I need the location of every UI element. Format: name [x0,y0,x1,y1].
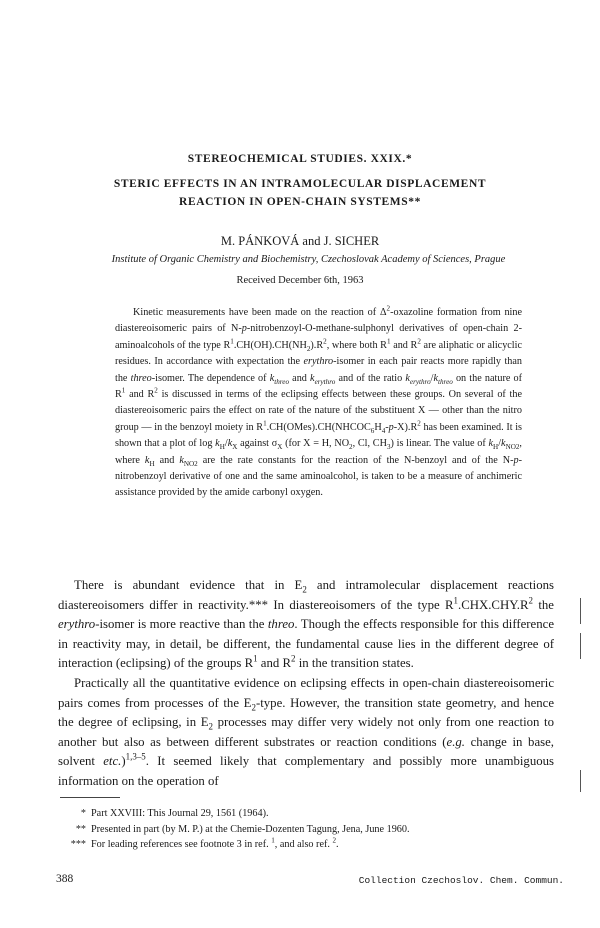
body-sub: 2 [251,702,256,713]
abstract-text: -isomer. The dependence of [151,372,270,384]
footnote-mark: *** [70,839,86,851]
body-span: Practically all the quantitative evidence on eclipsing effects in open-chain diastereoisomeric pairs comes from processes of the E [58,675,554,710]
abstract-text: / [224,438,228,450]
abstract-text: , where both R [326,339,387,351]
margin-rule [580,633,581,659]
body-italic: erythro [58,617,96,632]
abstract-text: / [430,372,434,384]
abstract-text: on the nature of R [115,372,522,401]
abstract-italic: k [227,438,233,450]
body-paragraph-1 [58,576,554,674]
abstract-sup: 2 [417,419,421,428]
abstract-text: .CH(OMes).CH(NHCOC [266,421,371,433]
abstract-text: and R [390,339,418,351]
footnote-mark: * [80,808,86,819]
abstract-italic: p [388,421,394,433]
abstract-italic: k [179,454,184,466]
abstract-sub: erythro [409,377,431,386]
body-span: in the transition states. [295,656,414,671]
abstract-italic: k [144,454,150,466]
footnote-text: Presented in part (by M. P.) at the Chemie-Dozenten Tagung, Jena, June 1960. [91,823,410,835]
footnote-separator [60,797,120,798]
body-span: There is abundant evidence that in E [74,578,303,592]
body-paragraph-2 [58,674,554,792]
body-span: . Though the effects responsible for this difference in reactivity may, in detail, be different, the fundamental cause lies in the different degree of interaction (eclipsing) of the groups R [58,617,554,671]
abstract-sup: 2 [417,337,421,346]
body-span: -isomer is more reactive than the [95,617,268,632]
body-span: and R [257,656,292,671]
abstract-text: -isomer in each pair reacts more rapidly than the [115,356,523,384]
abstract-italic: erythro [303,356,334,368]
abstract-italic: k [405,372,410,384]
article-title [60,175,540,211]
footnote-2 [68,822,548,838]
page-number: 388 [56,873,74,885]
abstract-sup: 1 [230,337,234,346]
body-span: -type. However, the transition state geometry, and hence the degree of eclipsing, in E [58,695,555,730]
abstract-text: .CH(OH).CH(NH [233,339,307,351]
body-span: ) [121,754,126,769]
body-italic: etc. [103,754,122,769]
body-span: processes may differ very widely not only from one reaction to another but also as between different substrates or reaction conditions ( [58,715,555,749]
body-span: and intramolecular displacement reactions diastereoisomers differ in reactivity.*** In diastereoisomers of the type R [58,578,555,612]
abstract-sub: X [277,443,283,452]
body-text [58,576,554,792]
abstract-italic: p [513,454,519,466]
footnotes [68,806,548,853]
abstract-text: (for X = H, NO [282,438,350,450]
abstract-italic: k [310,372,315,384]
body-sup: 2 [291,654,296,665]
body-sub: 2 [302,584,307,595]
abstract-sub: 2 [306,344,311,353]
body-sup: 1 [453,595,458,606]
margin-rule [580,770,581,792]
body-sup: 1 [253,654,258,665]
series-heading: STEREOCHEMICAL STUDIES. XXIX.* [187,153,413,165]
abstract-sub: threo [438,377,453,386]
abstract-text: ) is linear. The value of [390,438,489,450]
abstract-sub: X [232,443,238,452]
abstract-italic: k [215,438,220,450]
abstract-text: -nitrobenzoyl-O-methane-sulphonyl derivatives of open-chain 2-aminoalcohols of the type R [115,323,522,351]
title-line-2: REACTION IN OPEN-CHAIN SYSTEMS** [179,196,421,208]
abstract-text: are aliphatic or alicyclic residues. In accordance with expectation the [115,339,522,368]
abstract-sub: 6 [370,426,375,435]
abstract-text: , Cl, CH [352,438,387,450]
abstract-text: are the rate constants for the reaction of the N-benzoyl and of the N- [197,454,514,466]
journal-name: Collection Czechoslov. Chem. Commun. [358,875,564,886]
abstract-sup: 1 [121,386,126,395]
abstract-sub: NO [183,459,195,468]
body-span: .CHX.CHY.R [458,597,529,612]
abstract-text: has been examined. It is shown that a plot of log [115,421,522,450]
abstract-sub: 2 [349,443,353,452]
abstract-sub: NO2 [505,443,520,452]
footnote-3 [68,837,548,853]
abstract-text: -X).R [393,421,418,433]
abstract-italic: threo [130,372,152,384]
abstract [115,305,522,502]
abstract-text: against σ [237,438,278,450]
abstract-text: and of the ratio [335,372,406,384]
footnote-text: Part XXVIII: This Journal 29, 1561 (1964). [91,808,269,819]
abstract-sup: 2 [386,304,391,313]
footnote-sup: 1 [271,836,275,845]
abstract-sup: 1 [263,419,267,428]
abstract-sub: threo [274,377,290,386]
abstract-sub: 4 [381,426,386,435]
abstract-sub: H [219,443,225,452]
abstract-sub: 2 [194,459,198,468]
abstract-text: is discussed in terms of the eclipsing effects between these groups. On several of the diastereoisomeric pairs the effect on rate of the nature of the substituent X — other than the nitro group — in the benzoyl moiety in R [115,389,522,433]
footnote-1 [68,806,548,822]
abstract-italic: k [269,372,275,384]
abstract-text: H [374,421,382,433]
abstract-italic: k [501,438,506,450]
abstract-sub: 3 [386,443,391,452]
abstract-text: , where [115,438,522,466]
abstract-italic: k [433,372,439,384]
abstract-italic: k [488,438,494,450]
body-italic: e.g. [446,734,466,749]
abstract-sub: H [493,443,499,452]
footnote-mark: ** [75,823,86,835]
abstract-sup: 1 [386,337,391,346]
abstract-sub: H [149,459,155,468]
abstract-text: Kinetic measurements have been made on the reaction of Δ [133,307,387,318]
footnote-text: , and also ref. [274,839,333,851]
title-line-1: STERIC EFFECTS IN AN INTRAMOLECULAR DISPLACEMENT [113,178,487,190]
received-date: Received December 6th, 1963 [236,275,364,286]
body-span: the [533,597,554,612]
body-span: . It seemed likely that complementary and possibly more unambiguous information on the operation of [58,754,554,788]
abstract-text: and [289,372,311,384]
footnote-text: . [336,839,339,851]
abstract-text: -nitrobenzoyl derivative of one and the same aminoalcohol, is taken to be a measure of anchimeric assistance provided by the amide carbonyl oxygen. [115,454,522,499]
footnote-sup: 2 [332,836,337,845]
abstract-text: ).R [310,339,324,351]
abstract-text: / [498,438,502,450]
body-sup: 1,3–5 [125,752,146,763]
abstract-text: - [385,421,389,433]
affiliation: Institute of Organic Chemistry and Biochemistry, Czechoslovak Academy of Sciences, Prague [111,254,506,265]
author-line: M. PÁNKOVÁ and J. SICHER [220,234,380,248]
body-span: change in base, solvent [58,734,554,769]
abstract-italic: p [241,323,247,335]
abstract-sup: 2 [323,337,327,346]
footnote-text: For leading references see footnote 3 in ref. [91,839,272,851]
abstract-text: and [154,454,180,466]
abstract-text: and R [125,389,155,401]
body-sup: 2 [528,595,534,606]
margin-rule [580,598,581,624]
abstract-sub: erythro [314,377,336,386]
abstract-sup: 2 [154,386,158,395]
body-italic: threo [267,617,295,632]
abstract-text: -oxazoline formation from nine diastereoisomeric pairs of N- [115,307,523,335]
body-sub: 2 [208,721,214,732]
